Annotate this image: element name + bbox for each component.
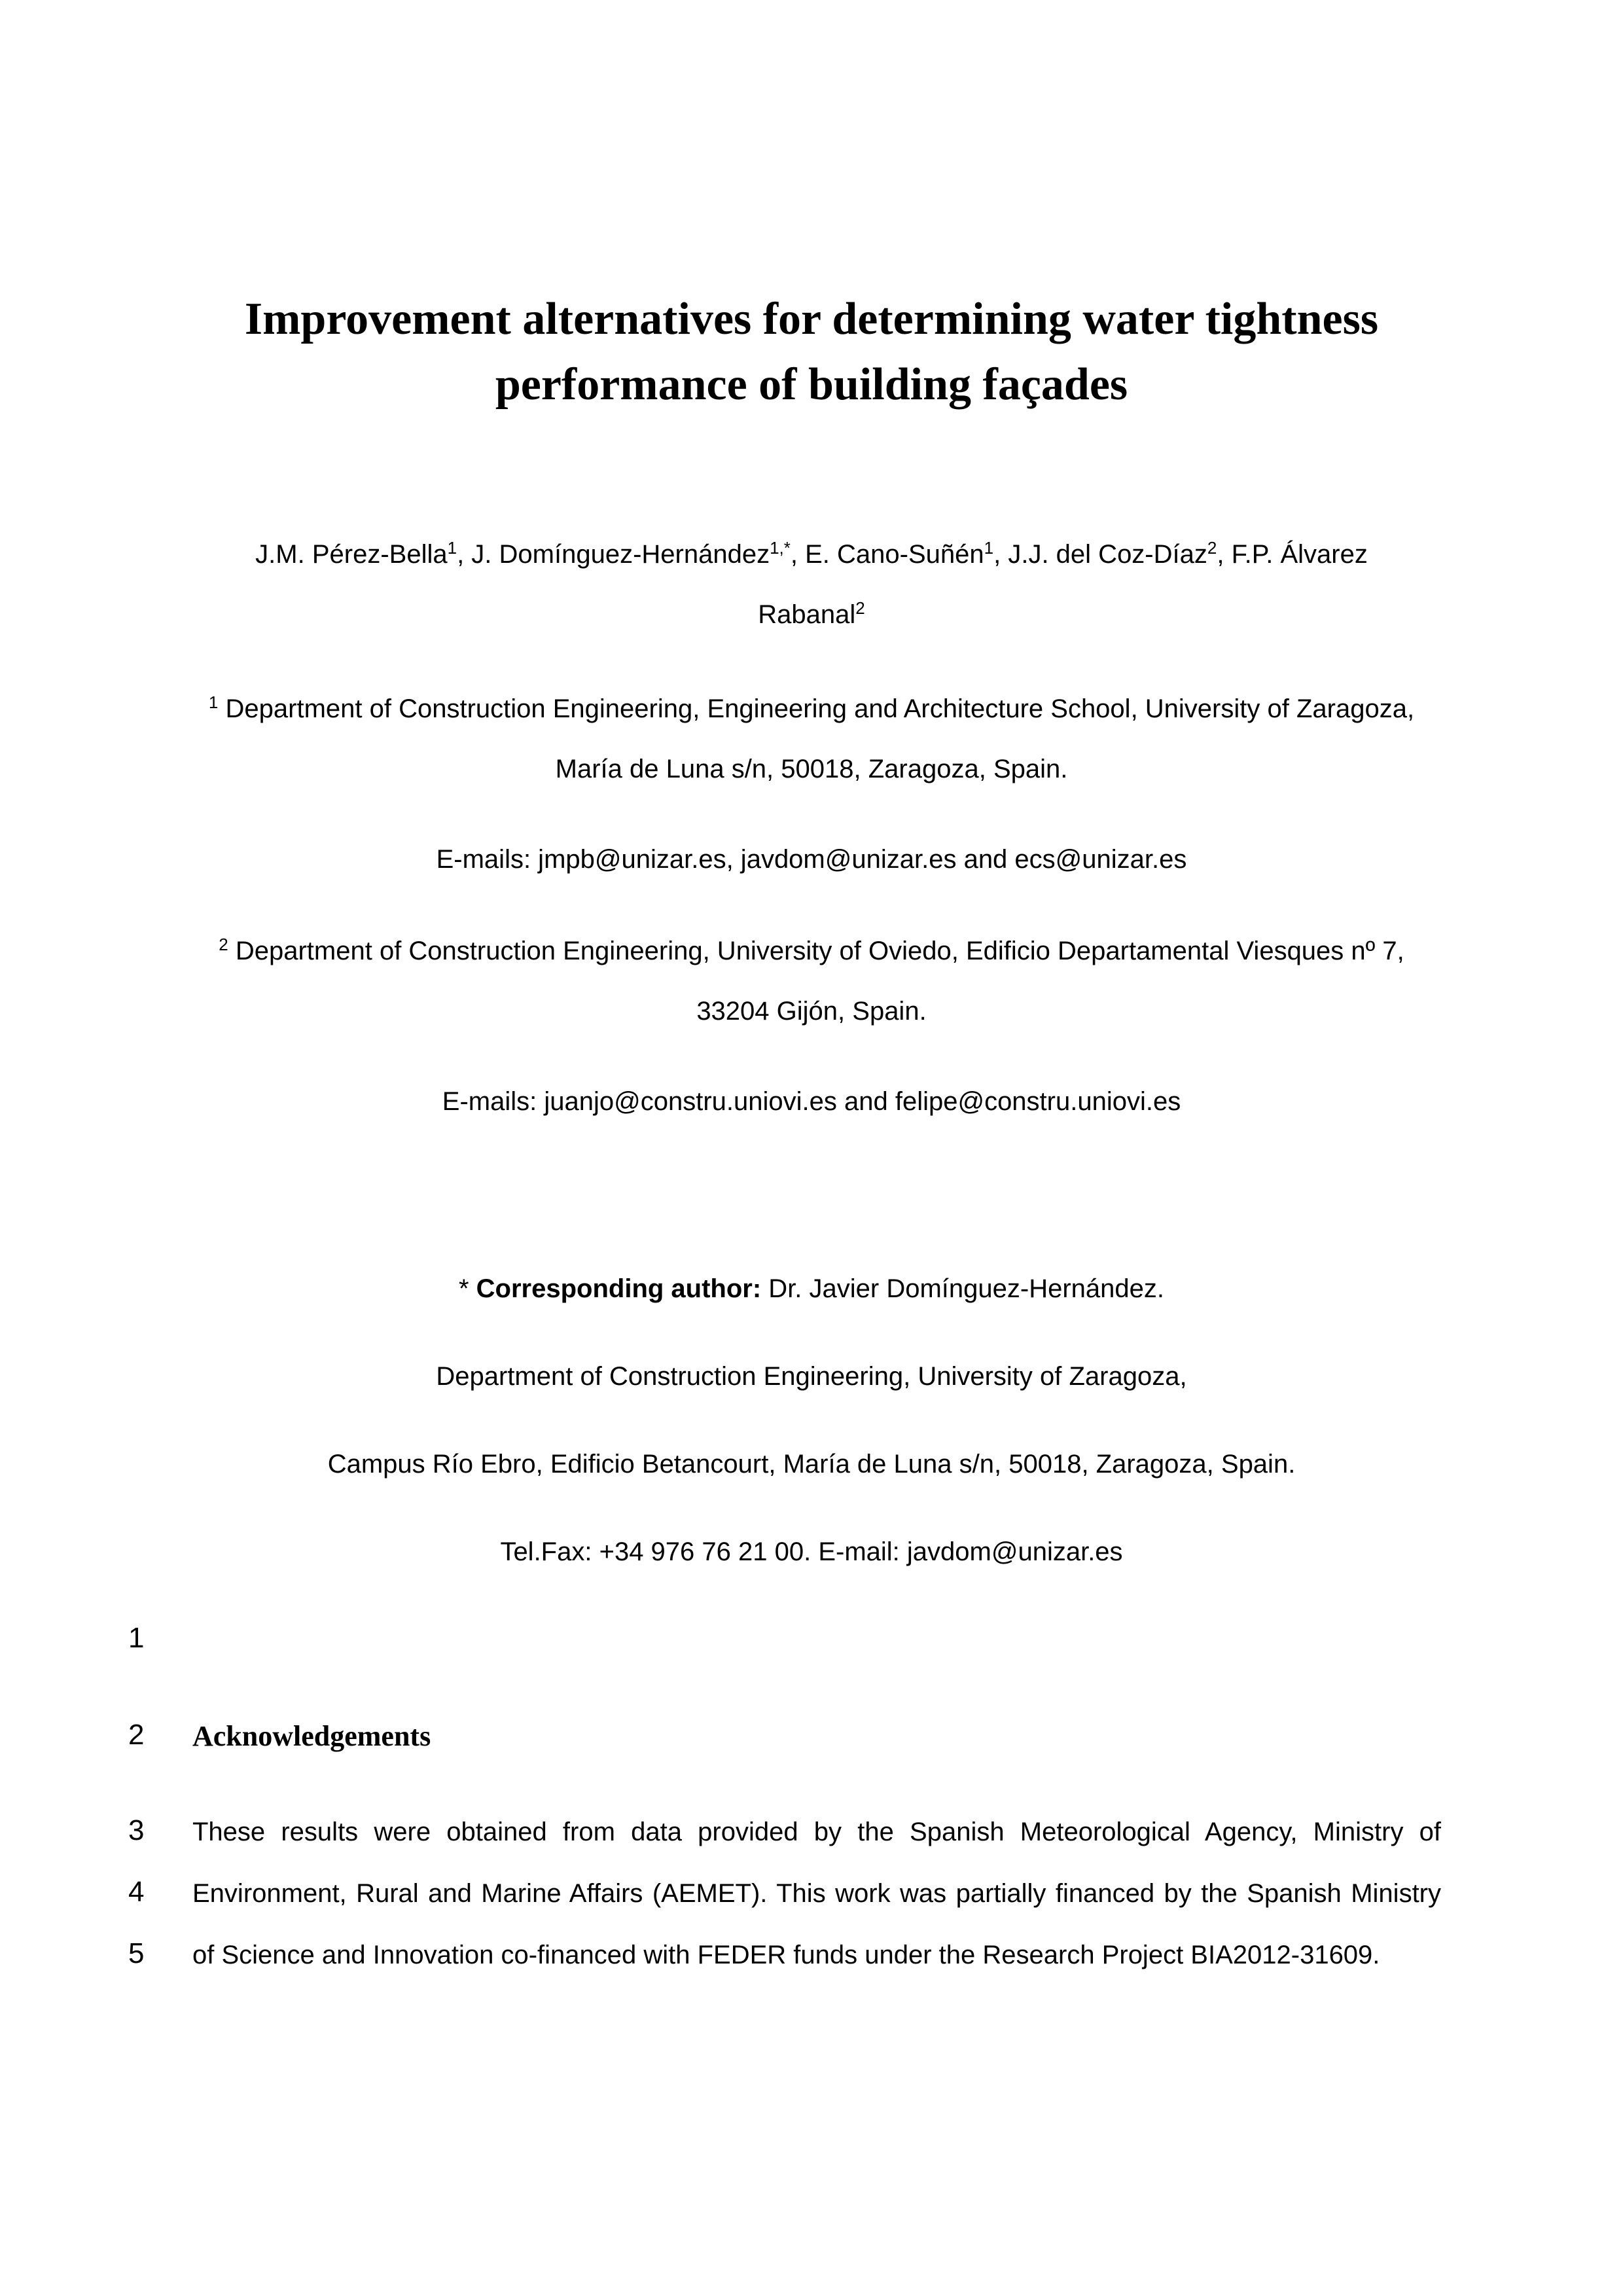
- corresponding-contact: Tel.Fax: +34 976 76 21 00. E-mail: javdom@unizar.es: [500, 1537, 1123, 1566]
- line-number: 4: [128, 1876, 145, 1908]
- separator: ,: [1217, 540, 1232, 569]
- paper-title: [164, 287, 1459, 418]
- author-list-continued: [131, 598, 1492, 631]
- corresponding-author: [131, 1272, 1492, 1305]
- line-number: 3: [128, 1814, 145, 1846]
- corresponding-name: Dr. Javier Domínguez-Hernández.: [761, 1274, 1165, 1303]
- author-affiliation-marker: 2: [855, 598, 865, 618]
- body-text-line: Environment, Rural and Marine Affairs (AEMET). This work was partially financed by the Spanish Ministry: [192, 1879, 1441, 1908]
- title-line: performance of building façades: [495, 359, 1128, 410]
- section-heading-acknowledgements: Acknowledgements: [192, 1720, 431, 1752]
- body-text-line: These results were obtained from data provided by the Spanish Meteorological Agency, Ministry of: [192, 1818, 1441, 1846]
- affiliation-2-line-1: [131, 935, 1492, 967]
- author-name: J.J. del Coz-Díaz: [1008, 540, 1207, 569]
- author-name: J. Domínguez-Hernández: [471, 540, 770, 569]
- affiliation-text: Department of Construction Engineering, Engineering and Architecture School, University of Zaragoza,: [225, 694, 1415, 723]
- corresponding-label: Corresponding author:: [476, 1274, 762, 1303]
- affiliation-1-line-2: María de Luna s/n, 50018, Zaragoza, Spain.: [555, 755, 1068, 783]
- separator: ,: [790, 540, 806, 569]
- affiliation-2-line-2: 33204 Gijón, Spain.: [696, 997, 927, 1026]
- author-name: E. Cano-Suñén: [805, 540, 984, 569]
- body-text-line: of Science and Innovation co-financed with FEDER funds under the Research Project BIA2012-31609.: [192, 1941, 1380, 1969]
- affiliation-marker: 1: [208, 692, 219, 712]
- separator: ,: [993, 540, 1008, 569]
- line-number: 5: [128, 1937, 145, 1969]
- line-number: 1: [128, 1622, 145, 1654]
- affiliation-marker: 2: [219, 935, 228, 954]
- author-affiliation-marker: 2: [1207, 538, 1217, 558]
- author-list: [131, 538, 1492, 571]
- title-line: Improvement alternatives for determining water tightness: [244, 294, 1379, 344]
- line-number: 2: [128, 1719, 145, 1751]
- affiliation-text: Department of Construction Engineering, University of Oviedo, Edificio Departamental Viesques nº 7,: [235, 937, 1404, 965]
- author-name: Rabanal: [758, 600, 856, 629]
- affiliation-1-emails: E-mails: jmpb@unizar.es, javdom@unizar.es and ecs@unizar.es: [436, 845, 1187, 874]
- corresponding-department: Department of Construction Engineering, University of Zaragoza,: [436, 1362, 1187, 1391]
- affiliation-1-line-1: [131, 692, 1492, 725]
- author-name: J.M. Pérez-Bella: [255, 540, 448, 569]
- author-affiliation-marker: 1,*: [770, 538, 791, 558]
- corresponding-star: *: [458, 1274, 476, 1303]
- author-affiliation-marker: 1: [984, 538, 994, 558]
- affiliation-2-emails: E-mails: juanjo@constru.uniovi.es and felipe@constru.uniovi.es: [442, 1087, 1181, 1116]
- corresponding-address: Campus Río Ebro, Edificio Betancourt, María de Luna s/n, 50018, Zaragoza, Spain.: [327, 1450, 1296, 1479]
- separator: ,: [457, 540, 472, 569]
- author-affiliation-marker: 1: [447, 538, 457, 558]
- author-name: F.P. Álvarez: [1231, 540, 1368, 569]
